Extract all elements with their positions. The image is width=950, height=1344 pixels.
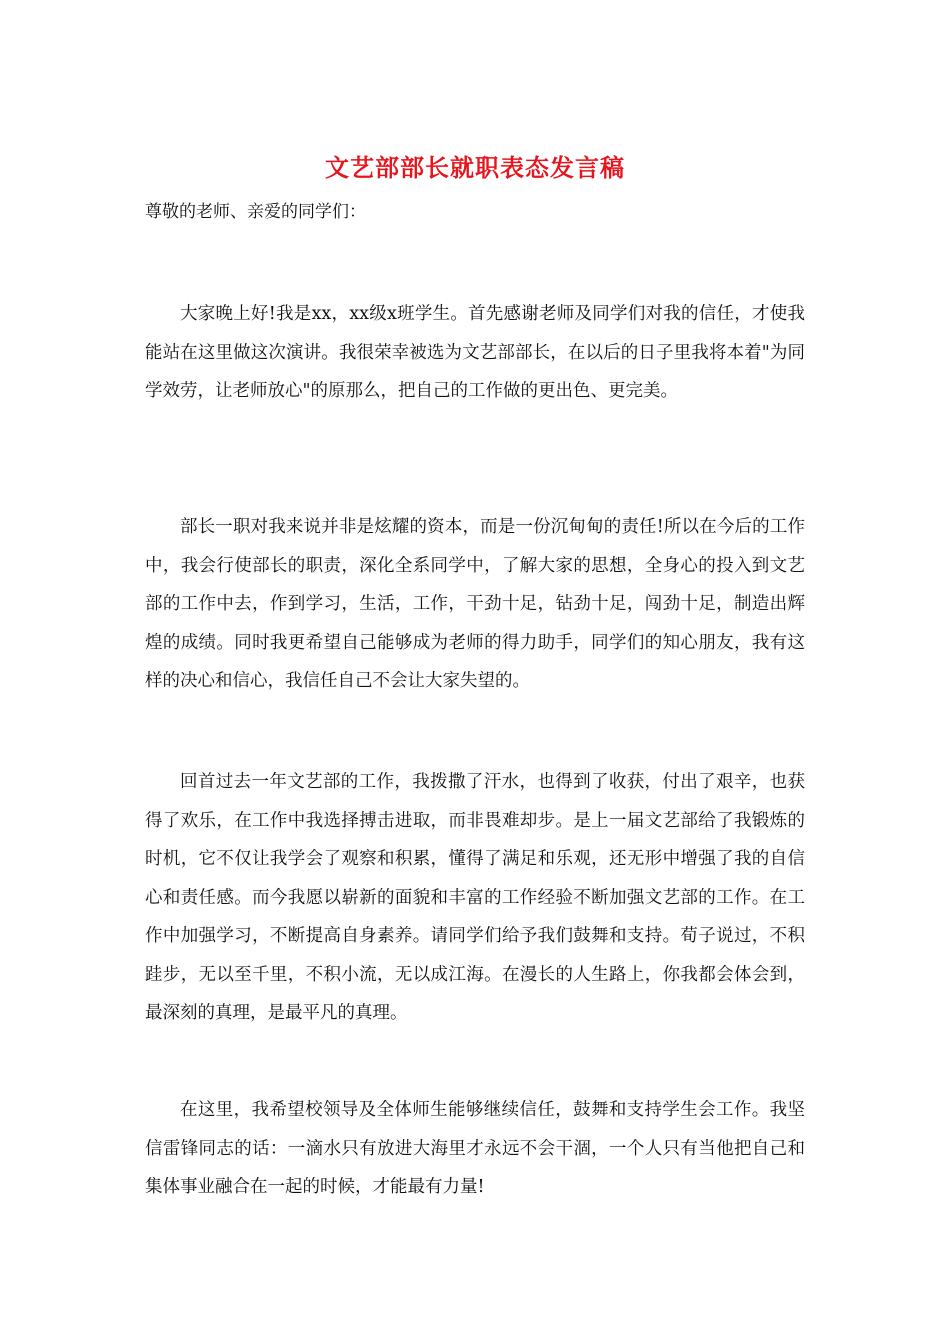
paragraph-3: 回首过去一年文艺部的工作，我拨撒了汗水，也得到了收获，付出了艰辛，也获得了欢乐，在工作中我选择搏击进取，而非畏难却步。是上一届文艺部给了我锻炼的时机，它不仅让我学会了观察和积累，懂得了满足和乐观，还无形中增强了我的自信心和责任感。而今我愿以崭新的面貌和丰富的工作经验不断加强文艺部的工作。在工作中加强学习，不断提高自身素养。请同学们给予我们鼓舞和支持。荀子说过，不积跬步，无以至千里，不积小流，无以成江海。在漫长的人生路上，你我都会体会到，最深刻的真理，是最平凡的真理。 [145, 772, 805, 1023]
salutation: 尊敬的老师、亲爱的同学们： [145, 202, 366, 222]
paragraph-2: 部长一职对我来说并非是炫耀的资本，而是一份沉甸甸的责任!所以在今后的工作中，我会行使部长的职责，深化全系同学中，了解大家的思想，全身心的投入到文艺部的工作中去，作到学习，生活，工作，干劲十足，钻劲十足，闯劲十足，制造出辉煌的成绩。同时我更希望自己能够成为老师的得力助手，同学们的知心朋友，我有这样的决心和信心，我信任自己不会让大家失望的。 [145, 517, 805, 691]
document-title: 文艺部部长就职表态发言稿 [325, 153, 625, 182]
paragraph-4: 在这里，我希望校领导及全体师生能够继续信任，鼓舞和支持学生会工作。我坚信雷锋同志的话：一滴水只有放进大海里才永远不会干涸，一个人只有当他把自己和集体事业融合在一起的时候，才能最有力量! [145, 1100, 805, 1197]
paragraph-1: 大家晚上好!我是xx，xx级x班学生。首先感谢老师及同学们对我的信任，才使我能站在这里做这次演讲。我很荣幸被选为文艺部部长，在以后的日子里我将本着"为同学效劳，让老师放心"的原那么，把自己的工作做的更出色、更完美。 [145, 304, 805, 401]
